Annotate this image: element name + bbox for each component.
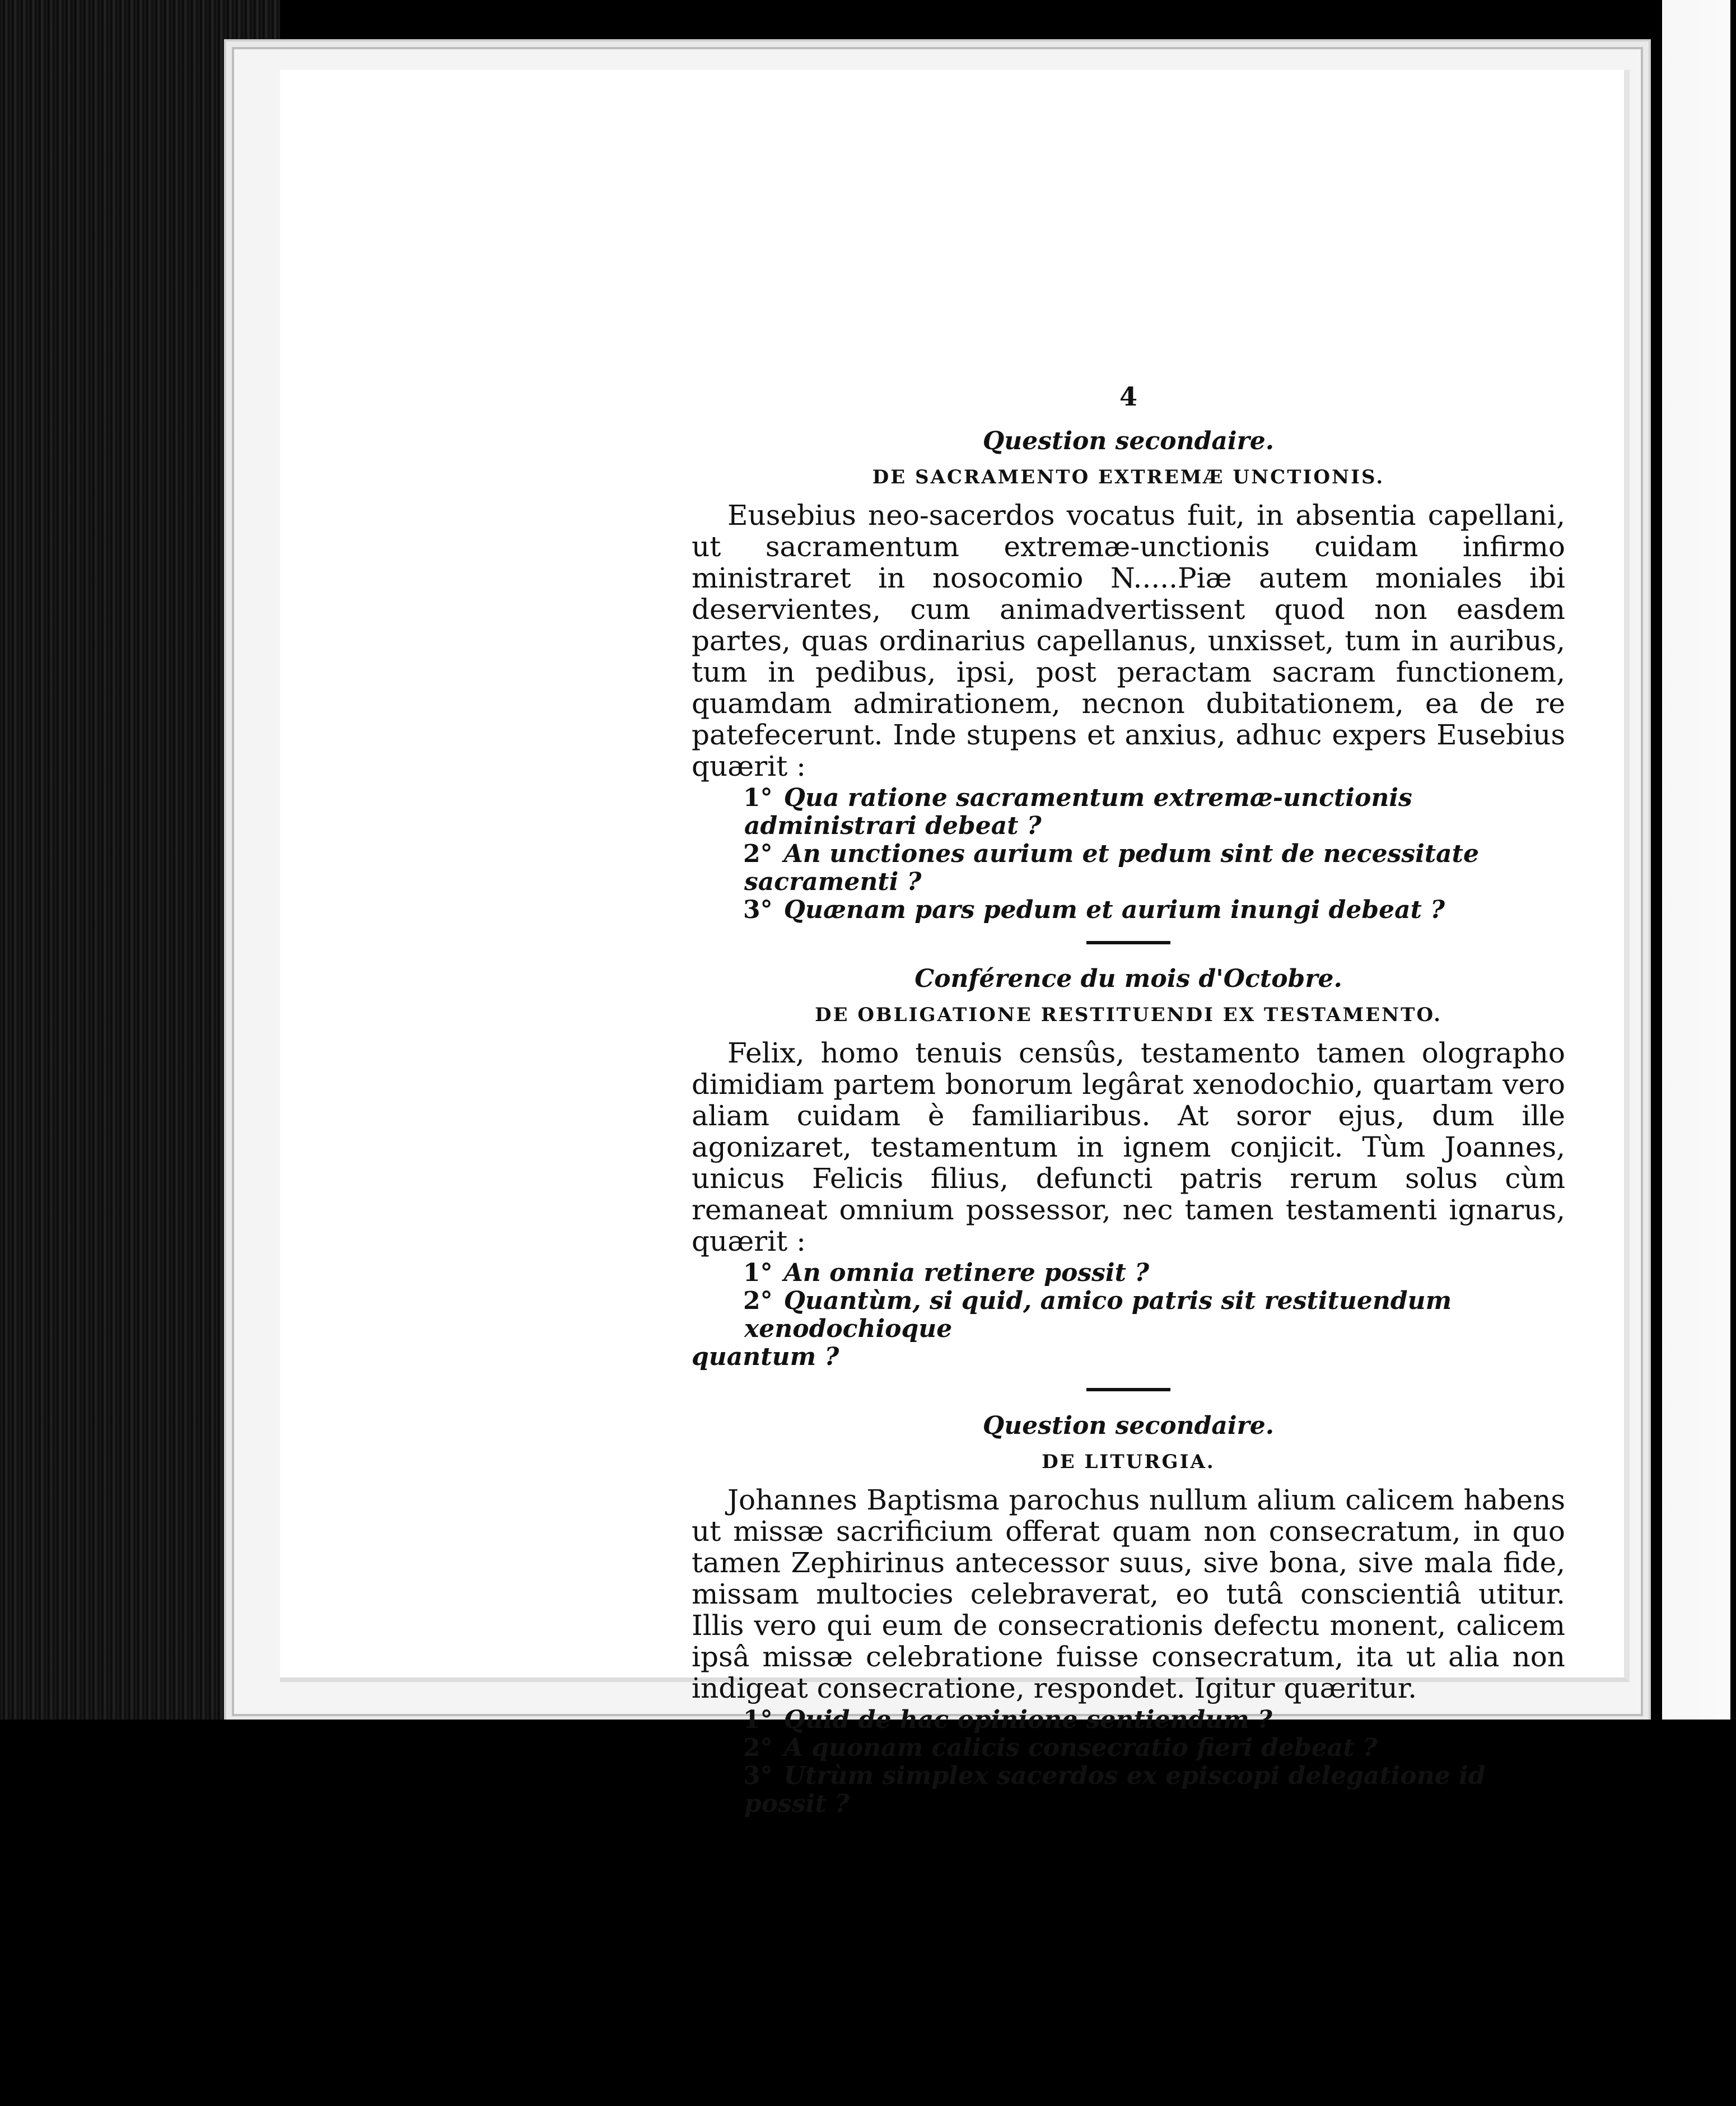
question-item	[692, 784, 1565, 840]
section-restitution	[692, 963, 1565, 1371]
question-item	[692, 1287, 1565, 1343]
question-number: 3°	[743, 1762, 773, 1790]
question-number: 1°	[743, 1706, 773, 1734]
question-text: Qua ratione sacramentum extremæ-unctionis administrari debeat ?	[744, 784, 1412, 840]
question-text: Quid de hac opinione sentiendum ?	[783, 1706, 1272, 1734]
section-divider	[1086, 1388, 1170, 1391]
question-item	[692, 1259, 1565, 1287]
section-body: Johannes Baptisma parochus nullum alium calicem habens ut missæ sacrificium offerat quam non consecratum, in quo tamen Zephirinus antecessor suus, sive bona, sive mala fide, missam multocies celebraverat, eo tutâ conscientiâ utitur. Illis vero qui eum de consecrationis defectu monent, calicem ipsâ missæ celebratione fuisse consecratum, ita ut alia non indigeat consecratione, respondet. Igitur quæritur.	[692, 1484, 1565, 1704]
question-number: 3°	[743, 896, 773, 924]
question-text: A quonam calicis consecratio fieri debeat ?	[783, 1734, 1378, 1762]
question-list	[692, 1259, 1565, 1343]
question-text: Quænam pars pedum et aurium inungi debeat ?	[783, 896, 1445, 924]
question-text: Quantùm, si quid, amico patris sit restituendum xenodochioque	[744, 1287, 1452, 1343]
section-kind: Question secondaire.	[982, 427, 1275, 455]
question-number: 1°	[743, 1259, 773, 1287]
question-item	[692, 1734, 1565, 1762]
question-text: An unctiones aurium et pedum sint de necessitate sacramenti ?	[744, 840, 1479, 896]
question-number: 2°	[743, 1287, 773, 1315]
section-body: Eusebius neo-sacerdos vocatus fuit, in absentia capellani, ut sacramentum extremæ-unctionis cuidam infirmo ministraret in nosocomio N.....Piæ autem moniales ibi deservientes, cum animadvertissent quod non easdem partes, quas ordinarius capellanus, unxisset, tum in auribus, tum in pedibus, ipsi, post peractam sacram functionem, quamdam admirationem, necnon dubitationem, ea de re patefecerunt. Inde stupens et anxius, adhuc expers Eusebius quærit :	[692, 499, 1565, 782]
section-extreme-unction	[692, 426, 1565, 924]
question-text: Utrùm simplex sacerdos ex episcopi delegatione id possit ?	[744, 1762, 1486, 1818]
section-title: DE SACRAMENTO EXTREMÆ UNCTIONIS.	[872, 466, 1385, 488]
question-number: 2°	[743, 1734, 773, 1762]
question-text: An omnia retinere possit ?	[783, 1259, 1149, 1287]
question-item	[692, 1706, 1565, 1734]
section-title: DE LITURGIA.	[1042, 1451, 1215, 1473]
section-body: Felix, homo tenuis censûs, testamento tamen olographo dimidiam partem bonorum legârat xenodochio, quartam vero aliam cuidam è familiaribus. At soror ejus, dum ille agonizaret, testamentum in ignem conjicit. Tùm Joannes, unicus Felicis filius, defuncti patris rerum solus cùm remaneat omnium possessor, nec tamen testamenti ignarus, quærit :	[692, 1037, 1565, 1257]
question-number: 1°	[743, 784, 773, 812]
page-number: 4	[1119, 381, 1137, 412]
question-list	[692, 784, 1565, 924]
question-continuation: quantum ?	[692, 1343, 839, 1371]
section-liturgy	[692, 1410, 1565, 1818]
question-item	[692, 1762, 1565, 1818]
question-item	[692, 840, 1565, 896]
question-list	[692, 1706, 1565, 1818]
question-number: 2°	[743, 840, 773, 868]
section-title: DE OBLIGATIONE RESTITUENDI EX TESTAMENTO.	[815, 1004, 1442, 1026]
section-kind: Conférence du mois d'Octobre.	[914, 965, 1342, 993]
question-item	[692, 896, 1565, 924]
section-divider	[1086, 941, 1170, 944]
text-block	[692, 381, 1565, 1818]
section-kind: Question secondaire.	[982, 1411, 1275, 1440]
